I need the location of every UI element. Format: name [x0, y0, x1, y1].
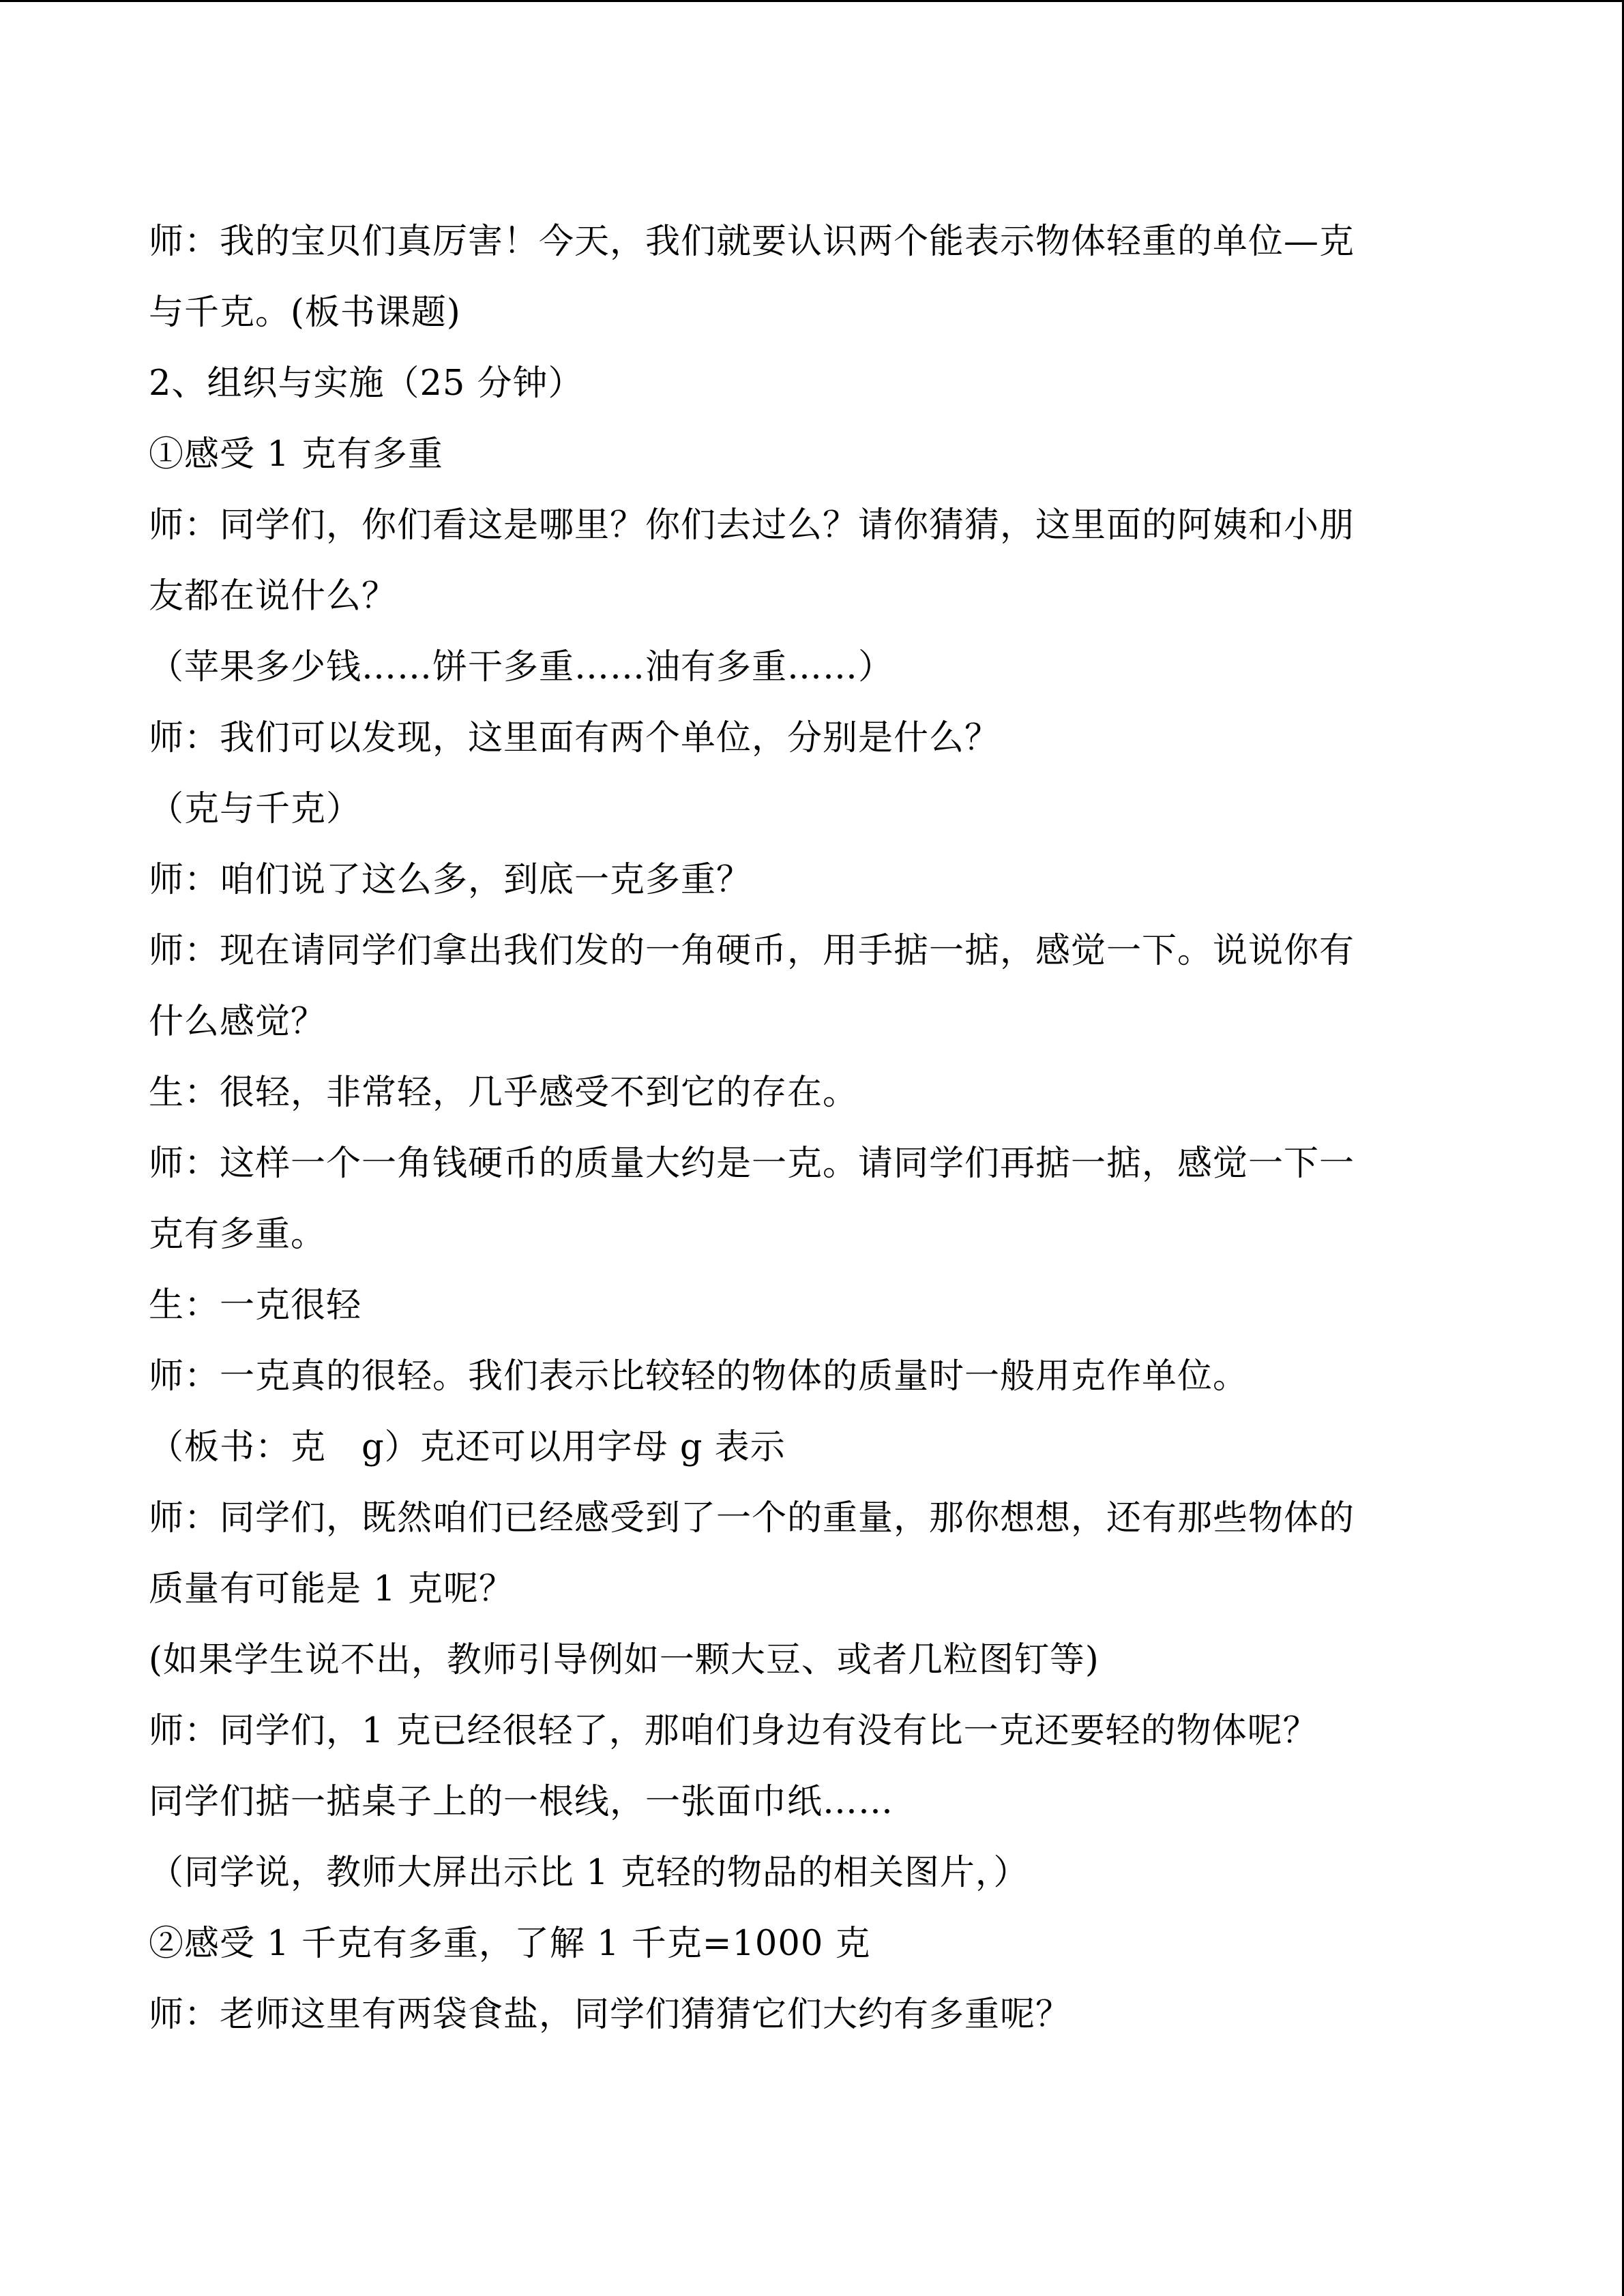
- text-line-18: （板书：克 g）克还可以用字母 g 表示: [149, 1427, 786, 1467]
- text-line-22: 师：同学们，1 克已经很轻了，那咱们身边有没有比一克还要轻的物体呢？: [149, 1711, 1318, 1751]
- text-line-17: 师：一克真的很轻。我们表示比较轻的物体的质量时一般用克作单位。: [149, 1356, 1249, 1397]
- text-line-5: 师：同学们，你们看这是哪里？你们去过么？请你猜猜，这里面的阿姨和小朋: [149, 505, 1355, 546]
- text-line-20: 质量有可能是 1 克呢？: [149, 1569, 514, 1609]
- text-line-12: 什么感觉？: [149, 1002, 327, 1042]
- text-line-13: 生：很轻，非常轻，几乎感受不到它的存在。: [149, 1073, 859, 1113]
- text-line-16: 生：一克很轻: [149, 1285, 362, 1326]
- text-line-7: （苹果多少钱……饼干多重……油有多重……）: [149, 647, 894, 687]
- text-line-21: (如果学生说不出，教师引导例如一颗大豆、或者几粒图钉等): [149, 1640, 1099, 1680]
- text-line-6: 友都在说什么？: [149, 576, 398, 616]
- text-line-23: 同学们掂一掂桌子上的一根线，一张面巾纸……: [149, 1782, 894, 1822]
- text-line-2: 与千克。(板书课题): [149, 293, 461, 333]
- text-line-19: 师：同学们，既然咱们已经感受到了一个的重量，那你想想，还有那些物体的: [149, 1498, 1355, 1538]
- document-body: [149, 207, 1472, 2051]
- text-line-8: 师：我们可以发现，这里面有两个单位，分别是什么？: [149, 718, 1001, 758]
- section-heading-organization: 2、组织与实施（25 分钟）: [149, 363, 584, 404]
- text-line-10: 师：咱们说了这么多，到底一克多重？: [149, 860, 752, 900]
- subsection-heading-one-kilogram: ②感受 1 千克有多重，了解 1 千克=1000 克: [149, 1924, 871, 1964]
- text-line-24: （同学说，教师大屏出示比 1 克轻的物品的相关图片，）: [149, 1853, 1029, 1893]
- text-line-11: 师：现在请同学们拿出我们发的一角硬币，用手掂一掂，感觉一下。说说你有: [149, 931, 1355, 971]
- subsection-heading-one-gram: ①感受 1 克有多重: [149, 434, 443, 475]
- text-line-14: 师：这样一个一角钱硬币的质量大约是一克。请同学们再掂一掂，感觉一下一: [149, 1144, 1355, 1184]
- text-line-1: 师：我的宝贝们真厉害！今天，我们就要认识两个能表示物体轻重的单位—克: [149, 222, 1355, 262]
- text-line-9: （克与千克）: [149, 789, 362, 829]
- text-line-26: 师：老师这里有两袋食盐，同学们猜猜它们大约有多重呢？: [149, 1995, 1072, 2035]
- text-line-15: 克有多重。: [149, 1214, 327, 1255]
